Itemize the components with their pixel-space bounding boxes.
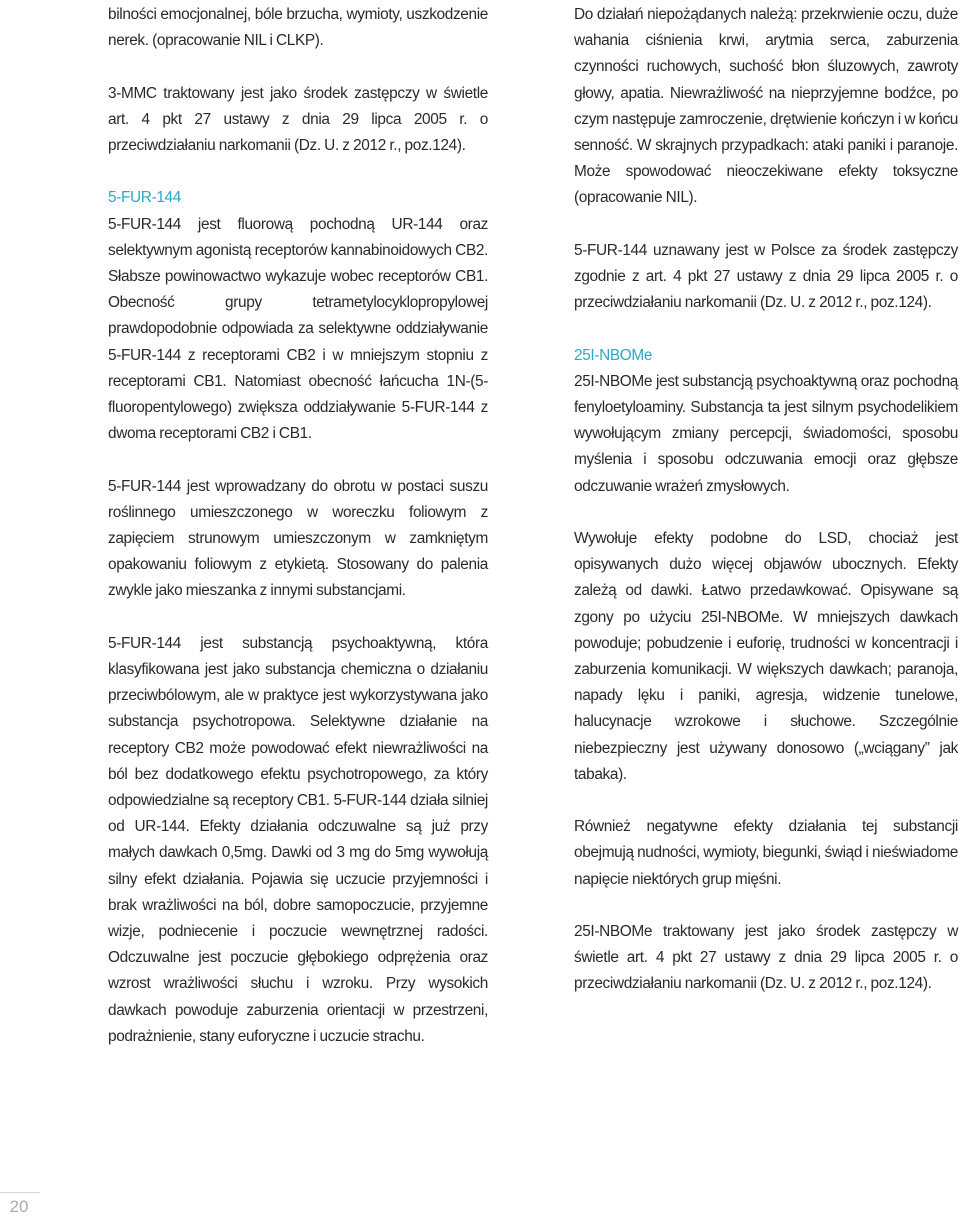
paragraph-5fur144-effects: 5-FUR-144 jest substancją psychoaktywną, która klasyfikowana jest jako substancja chemiczna o działaniu przeciwbólowym, ale w praktyce jest wykorzystywana jako substancja psychotropowa. Selektywne działanie na receptory CB2 może powodować efekt niewrażliwości na ból bez dodatkowego efektu psychotropowego, za który odpowiedzialne są receptory CB1. 5-FUR-144 działa silniej od UR-144. Efekty działania odczuwalne są już przy małych dawkach 0,5mg. Dawki od 3 mg do 5mg wywołują silny efekt działania. Pojawia się uczucie przyjemności i brak wrażliwości na ból, dobre samopoczucie, przyjemne wizje, podniecenie i poczucie wewnętrznej radości. Odczuwalne jest poczucie głębokiego odprężenia oraz wzrost wrażliwości słuchu i wzroku. Przy wysokich dawkach powoduje zaburzenia orientacji w przestrzeni, podrażnienie, stany euforyczne i uczucie strachu. xyxy=(108,634,488,1045)
paragraph-25inbome-negative: Również negatywne efekty działania tej substancji obejmują nudności, wymioty, biegunki, świąd i nieświadome napięcie niektórych grup mięśni. xyxy=(574,818,958,888)
paragraph-25inbome-effects: Wywołuje efekty podobne do LSD, chociaż jest opisywanych dużo więcej objawów ubocznych. Efekty zależą od dawki. Łatwo przedawkować. Opisywane są zgony po użyciu 25I-NBOMe. W mniejszych dawkach powoduje; pobudzenie i euforię, trudności w koncentracji i zaburzenia komunikacji. W większych dawkach; paranoja, napady lęku i paniki, agresja, widzenie tunelowe, halucynacje wzrokowe i słuchowe. Szczególnie niebezpieczny jest używany donosowo („wciągany” jak tabaka). xyxy=(574,530,958,783)
section-heading-5fur144: 5-FUR-144 xyxy=(108,189,181,207)
paragraph-adverse-effects: Do działań niepożądanych należą: przekrwienie oczu, duże wahania ciśnienia krwi, arytmia serca, zaburzenia czynności ruchowych, suchość błon śluzowych, zawroty głowy, apatia. Niewrażliwość na nieprzyjemne bodźce, po czym następuje zamroczenie, drętwienie kończyn i w końcu senność. W skrajnych przypadkach: ataki paniki i paranoje. Może spowodować nieoczekiwane efekty toksyczne (opracowanie NIL). xyxy=(574,6,958,207)
paragraph-5fur144-distribution: 5-FUR-144 jest wprowadzany do obrotu w postaci suszu roślinnego umieszczonego w woreczku foliowym z zapięciem strunowym umieszczonym w zamkniętym opakowaniu foliowym z etykietą. Stosowany do palenia zwykle jako mieszanka z innymi substancjami. xyxy=(108,477,488,600)
paragraph-5fur144-chemistry: 5-FUR-144 jest fluorową pochodną UR-144 oraz selektywnym agonistą receptorów kannabinoidowych CB2. Słabsze powinowactwo wykazuje wobec receptorów CB1. Obecność grupy tetrametylocyklopropylowej prawdopodobnie odpowiada za selektywne oddziaływanie 5-FUR-144 z receptorami CB2 i w mniejszym stopniu z receptorami CB1. Natomiast obecność łańcucha 1N-(5-fluoropentylowego) zwiększa oddziaływanie 5-FUR-144 z dwoma receptorami CB2 i CB1. xyxy=(108,215,488,443)
page-number: 20 xyxy=(9,1197,29,1216)
left-column xyxy=(108,2,488,1076)
paragraph-25inbome-legal: 25I-NBOMe traktowany jest jako środek zastępczy w świetle art. 4 pkt 27 ustawy z dnia 29 lipca 2005 r. o przeciwdziałaniu narkomanii (Dz. U. z 2012 r., poz.124). xyxy=(574,923,958,993)
section-heading-25inbome: 25I-NBOMe xyxy=(574,346,653,364)
paragraph-25inbome-description: 25I-NBOMe jest substancją psychoaktywną oraz pochodną fenyloetyloaminy. Substancja ta jest silnym psychodelikiem wywołującym zmiany percepcji, świadomości, sposobu myślenia i sposobu odczuwania emocji oraz głębsze odczuwanie wrażeń zmysłowych. xyxy=(574,372,958,495)
right-column xyxy=(574,2,958,1024)
paragraph-3mmc-legal: 3-MMC traktowany jest jako środek zastępczy w świetle art. 4 pkt 27 ustawy z dnia 29 lipca 2005 r. o przeciwdziałaniu narkomanii (Dz. U. z 2012 r., poz.124). xyxy=(108,84,488,154)
paragraph-5fur144-legal: 5-FUR-144 uznawany jest w Polsce za środek zastępczy zgodnie z art. 4 pkt 27 ustawy z dnia 29 lipca 2005 r. o przeciwdziałaniu narkomanii (Dz. U. z 2012 r., poz.124). xyxy=(574,241,958,312)
paragraph-side-effects-end: bilności emocjonalnej, bóle brzucha, wymioty, uszkodzenie nerek. (opracowanie NIL i CLKP). xyxy=(108,6,488,50)
page-number-rule xyxy=(0,1192,40,1193)
